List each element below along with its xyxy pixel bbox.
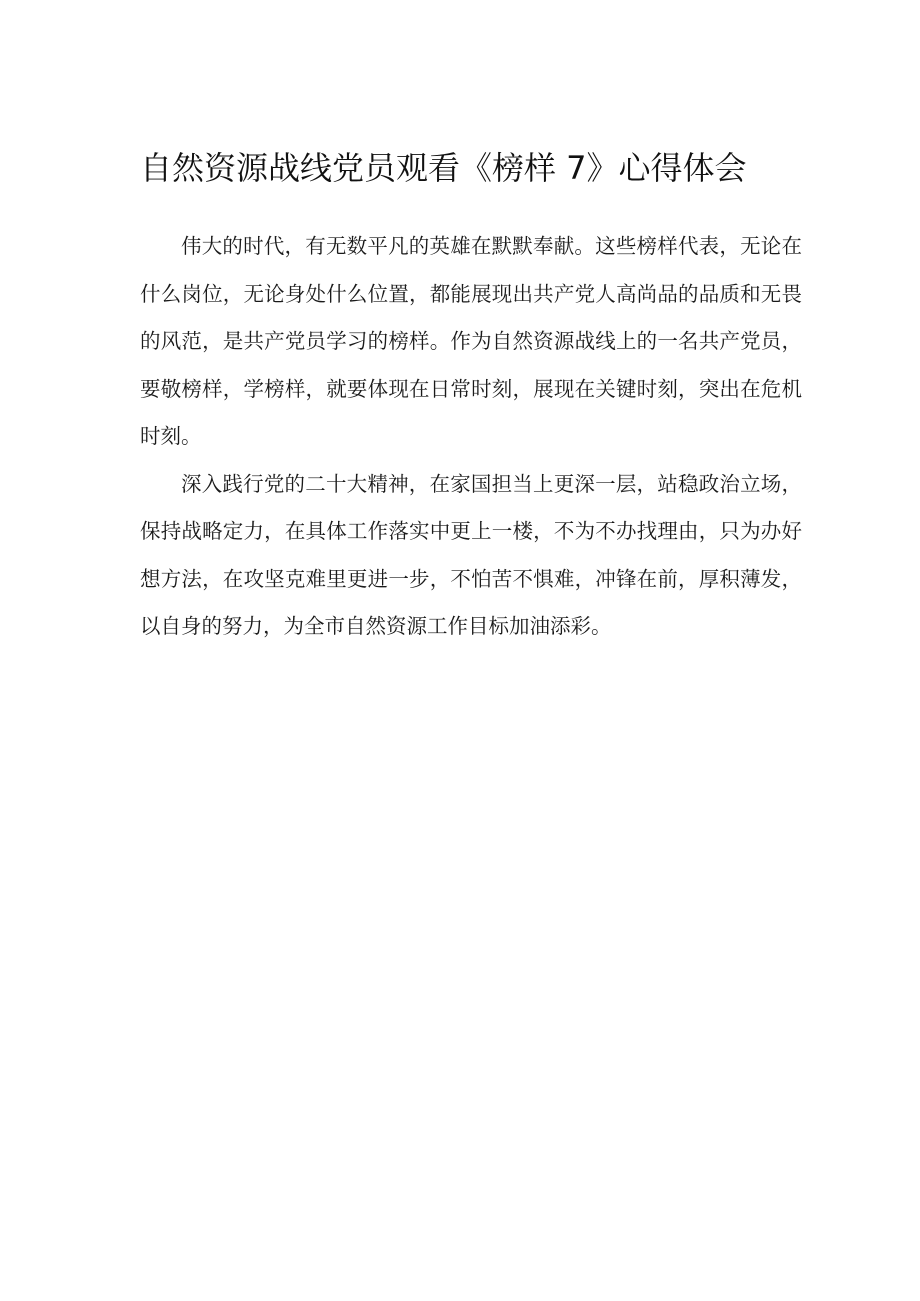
- document-title: 自然资源战线党员观看《榜样 7》心得体会: [140, 149, 747, 187]
- paragraph-2: 深入践行党的二十大精神，在家国担当上更深一层，站稳政治立场，保持战略定力，在具体工作落实中更上一楼，不为不办找理由，只为办好想方法，在攻坚克难里更进一步，不怕苦不惧难，冲锋在前，厚积薄发，以自身的努力，为全市自然资源工作目标加油添彩。: [140, 471, 802, 638]
- document-body: [140, 223, 802, 651]
- paragraph-1: 伟大的时代，有无数平凡的英雄在默默奉献。这些榜样代表，无论在什么岗位，无论身处什么位置，都能展现出共产党人高尚品的品质和无畏的风范，是共产党员学习的榜样。作为自然资源战线上的一名共产党员，要敬榜样，学榜样，就要体现在日常时刻，展现在关键时刻，突出在危机时刻。: [140, 234, 802, 448]
